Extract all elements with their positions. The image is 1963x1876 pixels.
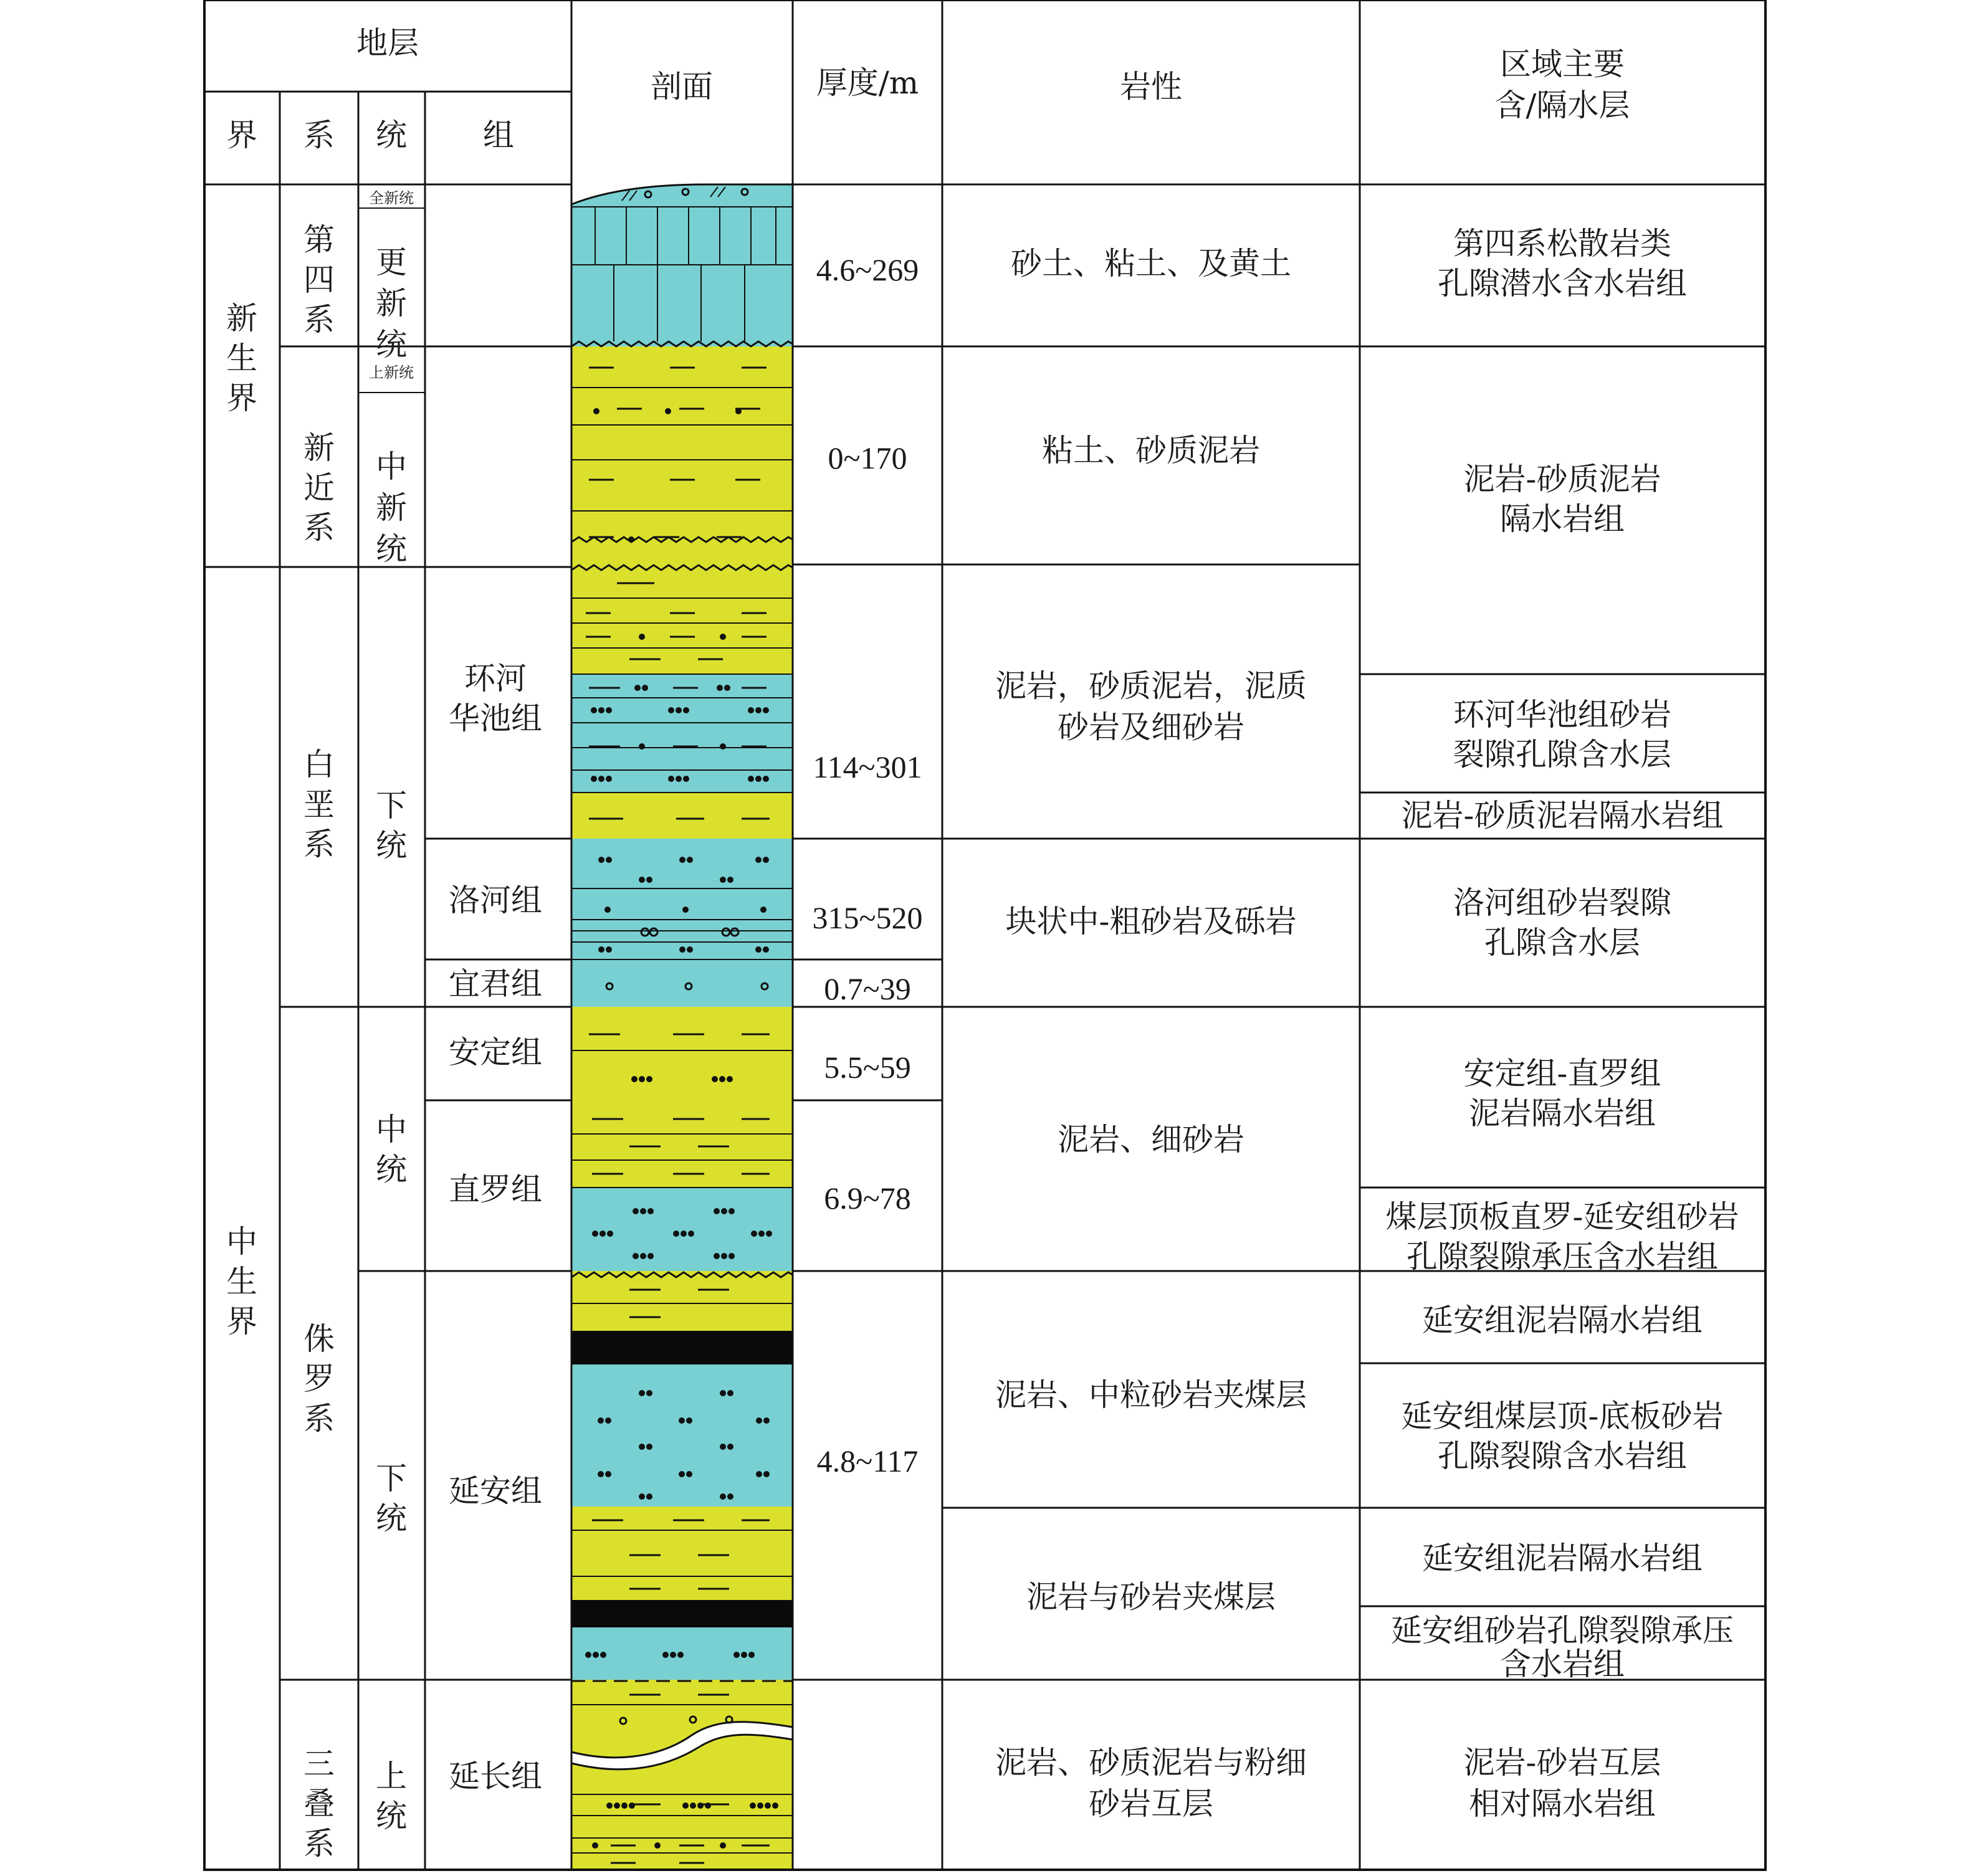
series-cells bbox=[369, 189, 414, 1834]
header-series: 统 bbox=[376, 117, 407, 153]
erathem-cenozoic: 新生界 bbox=[226, 300, 257, 416]
system-cells bbox=[303, 222, 335, 1862]
aquifer-zhiluo-line1: 煤层顶板直罗-延安组砂岩 bbox=[1385, 1199, 1739, 1235]
thickness-zhiluo: 6.9~78 bbox=[824, 1181, 911, 1216]
aquifer-huanhe-line2: 裂隙孔隙含水层 bbox=[1453, 736, 1671, 773]
table-header bbox=[226, 25, 1630, 153]
aquifer-luohe-line1: 洛河组砂岩裂隙 bbox=[1453, 885, 1671, 921]
formation-yanchang: 延长组 bbox=[449, 1758, 542, 1794]
system-quaternary: 第四系 bbox=[303, 222, 335, 338]
thickness-luohe: 315~520 bbox=[812, 900, 923, 935]
system-triassic: 三叠系 bbox=[303, 1746, 335, 1862]
header-erathem: 界 bbox=[226, 117, 257, 153]
aquifer-cells bbox=[1386, 226, 1739, 1822]
aquifer-yanchang-line2: 相对隔水岩组 bbox=[1469, 1786, 1656, 1822]
thickness-huanhe: 114~301 bbox=[813, 750, 922, 784]
header-thickness: 厚度/m bbox=[816, 65, 919, 101]
lithology-yanan-upper: 泥岩、中粒砂岩夹煤层 bbox=[995, 1377, 1307, 1413]
lithology-luohe-yijun: 块状中-粗砂岩及砾岩 bbox=[1005, 903, 1297, 940]
lithology-yanchang-line2: 砂岩互层 bbox=[1089, 1786, 1213, 1822]
formation-zhiluo: 直罗组 bbox=[449, 1171, 542, 1207]
aquifer-yanan-sandstone-line1: 延安组砂岩孔隙裂隙承压 bbox=[1391, 1612, 1734, 1649]
lithology-quaternary: 砂土、粘土、及黄土 bbox=[1011, 245, 1291, 282]
formation-luohe: 洛河组 bbox=[449, 882, 542, 918]
profile-yanan-sandstone-layer bbox=[571, 1364, 793, 1508]
lithology-huanhe-line1: 泥岩，砂质泥岩，泥质 bbox=[995, 668, 1307, 704]
header-aquifer-line2: 含/隔水层 bbox=[1494, 87, 1630, 123]
aquifer-huanhe-line1: 环河华池组砂岩 bbox=[1453, 697, 1671, 733]
header-aquifer-line1: 区域主要 bbox=[1500, 46, 1625, 82]
aquifer-neogene-line2: 隔水岩组 bbox=[1500, 501, 1625, 537]
header-lithology: 岩性 bbox=[1120, 69, 1182, 105]
lithology-yanan-lower: 泥岩与砂岩夹煤层 bbox=[1026, 1579, 1276, 1615]
erathem-cells bbox=[226, 300, 257, 1340]
formation-anding: 安定组 bbox=[449, 1034, 542, 1070]
system-jurassic: 侏罗系 bbox=[303, 1321, 335, 1437]
formation-huanhe-line1: 环河 bbox=[464, 660, 527, 697]
aquifer-yanan-coal-line2: 孔隙裂隙含水岩组 bbox=[1438, 1438, 1687, 1474]
thickness-anding: 5.5~59 bbox=[824, 1050, 911, 1085]
header-strata: 地层 bbox=[356, 25, 419, 61]
aquifer-yanan-sandstone-line2: 含水岩组 bbox=[1500, 1646, 1625, 1682]
thickness-yanan: 4.8~117 bbox=[816, 1444, 919, 1478]
aquifer-yanan-mudstone-1: 延安组泥岩隔水岩组 bbox=[1422, 1302, 1703, 1338]
profile-luohe-yijun-layer bbox=[571, 839, 793, 1008]
system-cretaceous: 白垩系 bbox=[303, 746, 335, 862]
lithology-huanhe-line2: 砂岩及细砂岩 bbox=[1058, 709, 1244, 745]
series-jurassic-middle: 中统 bbox=[376, 1112, 407, 1188]
formation-yanan: 延安组 bbox=[449, 1473, 542, 1509]
aquifer-neogene-line1: 泥岩-砂质泥岩 bbox=[1463, 461, 1661, 497]
profile-huanhe-sandstone-layer bbox=[571, 674, 793, 794]
lithology-yanchang-line1: 泥岩、砂质泥岩与粉细 bbox=[995, 1745, 1307, 1781]
profile-column bbox=[571, 184, 793, 1870]
series-pliocene: 上新统 bbox=[369, 364, 414, 381]
header-profile: 剖面 bbox=[651, 69, 713, 105]
lithology-cells bbox=[995, 245, 1307, 1822]
aquifer-yanan-coal-line1: 延安组煤层顶-底板砂岩 bbox=[1401, 1398, 1724, 1434]
aquifer-quaternary-line2: 孔隙潜水含水岩组 bbox=[1438, 265, 1687, 302]
profile-coal-seam-1 bbox=[571, 1331, 793, 1366]
series-jurassic-lower: 下统 bbox=[376, 1460, 407, 1536]
series-triassic-upper: 上统 bbox=[376, 1758, 407, 1834]
profile-yanchang-layer bbox=[571, 1680, 793, 1870]
thickness-yijun: 0.7~39 bbox=[824, 971, 911, 1006]
profile-zhiluo-sandstone-layer bbox=[571, 1188, 793, 1272]
series-holocene: 全新统 bbox=[369, 189, 414, 207]
series-miocene: 中新统 bbox=[376, 449, 407, 567]
erathem-mesozoic: 中生界 bbox=[226, 1224, 257, 1340]
formation-yijun: 宜君组 bbox=[449, 966, 542, 1002]
aquifer-huanhe-mudstone: 泥岩-砂质泥岩隔水岩组 bbox=[1401, 798, 1724, 834]
series-pleistocene: 更新统 bbox=[376, 244, 407, 363]
profile-quaternary-layer bbox=[571, 184, 793, 349]
aquifer-yanan-mudstone-2: 延安组泥岩隔水岩组 bbox=[1422, 1540, 1703, 1576]
aquifer-yanchang-line1: 泥岩-砂岩互层 bbox=[1463, 1745, 1661, 1781]
aquifer-luohe-line2: 孔隙含水层 bbox=[1484, 925, 1640, 961]
lithology-anding-zhiluo: 泥岩、细砂岩 bbox=[1058, 1121, 1244, 1158]
header-formation: 组 bbox=[483, 117, 514, 153]
profile-yanan-upper-mudstone-layer bbox=[571, 1271, 793, 1332]
lithology-neogene: 粘土、砂质泥岩 bbox=[1042, 432, 1260, 469]
thickness-quaternary: 4.6~269 bbox=[816, 252, 919, 287]
system-neogene: 新近系 bbox=[303, 430, 335, 546]
formation-huanhe-line2: 华池组 bbox=[449, 700, 542, 736]
aquifer-anding-line2: 泥岩隔水岩组 bbox=[1469, 1095, 1656, 1131]
series-cretaceous-lower: 下统 bbox=[376, 788, 407, 864]
aquifer-quaternary-line1: 第四系松散岩类 bbox=[1453, 226, 1671, 262]
thickness-neogene: 0~170 bbox=[828, 440, 907, 475]
profile-huanhe-mudstone-layer bbox=[571, 793, 793, 840]
aquifer-anding-line1: 安定组-直罗组 bbox=[1463, 1055, 1661, 1092]
thickness-cells bbox=[812, 252, 922, 1478]
formation-cells bbox=[449, 660, 542, 1794]
profile-coal-seam-2 bbox=[571, 1600, 793, 1629]
header-system: 系 bbox=[303, 117, 335, 153]
aquifer-zhiluo-line2: 孔隙裂隙承压含水岩组 bbox=[1407, 1239, 1718, 1275]
